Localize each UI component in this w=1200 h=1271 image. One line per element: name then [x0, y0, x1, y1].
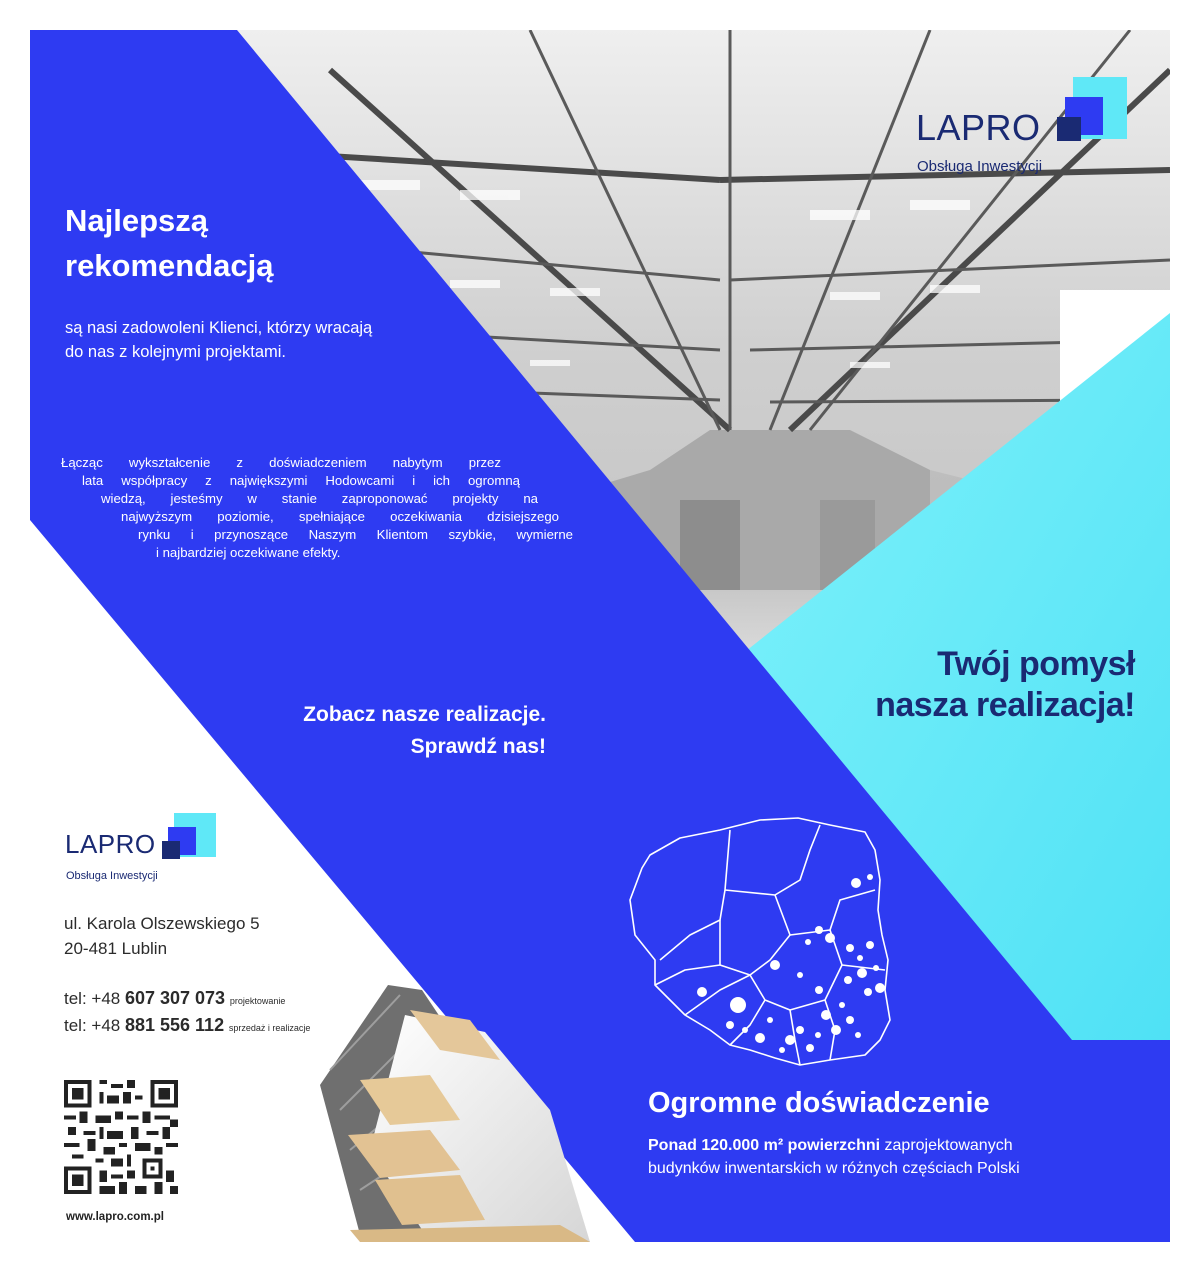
website-link[interactable]: www.lapro.com.pl — [66, 1211, 164, 1223]
logo-wordmark: LAPRO — [916, 107, 1041, 148]
body-paragraph — [61, 454, 581, 562]
phone-prefix: tel: +48 — [64, 1016, 125, 1035]
cta-line-2: Sprawdź nas! — [410, 735, 546, 758]
lead-line-1: są nasi zadowoleni Klienci, którzy wracają — [65, 319, 373, 337]
body-line: wiedzą, jesteśmy w stanie zaproponować projekty na — [101, 491, 538, 506]
experience-text — [648, 1134, 1128, 1180]
body-line: najwyższym poziomie, spełniające oczekiwania dzisiejszego — [121, 509, 559, 524]
phone-prefix: tel: +48 — [64, 989, 125, 1008]
slogan-line-2: nasza realizacja! — [875, 686, 1135, 724]
address-street: ul. Karola Olszewskiego 5 — [64, 914, 260, 933]
lapro-logo-icon — [162, 813, 216, 861]
lapro-logo-icon — [1057, 77, 1127, 143]
headline-line-1: Najlepszą — [65, 203, 209, 238]
address-city: 20-481 Lublin — [64, 939, 168, 958]
phone-row[interactable] — [64, 1013, 310, 1040]
logo-wordmark: LAPRO — [65, 829, 156, 859]
cta-line-1: Zobacz nasze realizacje. — [303, 703, 546, 726]
experience-text-1: zaprojektowanych — [880, 1137, 1013, 1154]
logo-tagline: Obsługa Inwestycji — [917, 158, 1043, 175]
logo-tagline: Obsługa Inwestycji — [66, 870, 158, 882]
body-line: rynku i przynoszące Naszym Klientom szybkie, wymierne — [138, 527, 573, 542]
headline — [65, 198, 395, 288]
phone-number[interactable]: 881 556 112 — [124, 1015, 225, 1035]
lead-paragraph — [65, 316, 465, 364]
phone-note: sprzedaż i realizacje — [228, 1023, 311, 1033]
body-line: Łącząc wykształcenie z doświadczeniem nabytym przez — [61, 455, 501, 470]
qr-code-icon[interactable] — [64, 1080, 178, 1194]
body-line: lata współpracy z największymi Hodowcami i ich ogromną — [82, 473, 520, 488]
headline-line-2: rekomendacją — [65, 248, 274, 283]
cta-text — [230, 699, 546, 763]
slogan — [800, 644, 1135, 726]
phone-list — [64, 986, 310, 1040]
brochure-page — [30, 30, 1170, 1242]
phone-row[interactable] — [64, 986, 310, 1013]
body-line: i najbardziej oczekiwane efekty. — [156, 545, 341, 560]
experience-text-2: budynków inwentarskich w różnych częściach Polski — [648, 1160, 1020, 1177]
phone-number[interactable]: 607 307 073 — [124, 988, 226, 1008]
lead-line-2: do nas z kolejnymi projektami. — [65, 343, 287, 361]
experience-highlight: Ponad 120.000 m² powierzchni — [648, 1137, 881, 1154]
experience-title: Ogromne doświadczenie — [648, 1087, 990, 1119]
slogan-line-1: Twój pomysł — [937, 645, 1135, 683]
phone-note: projektowanie — [229, 996, 286, 1006]
address — [64, 911, 260, 961]
